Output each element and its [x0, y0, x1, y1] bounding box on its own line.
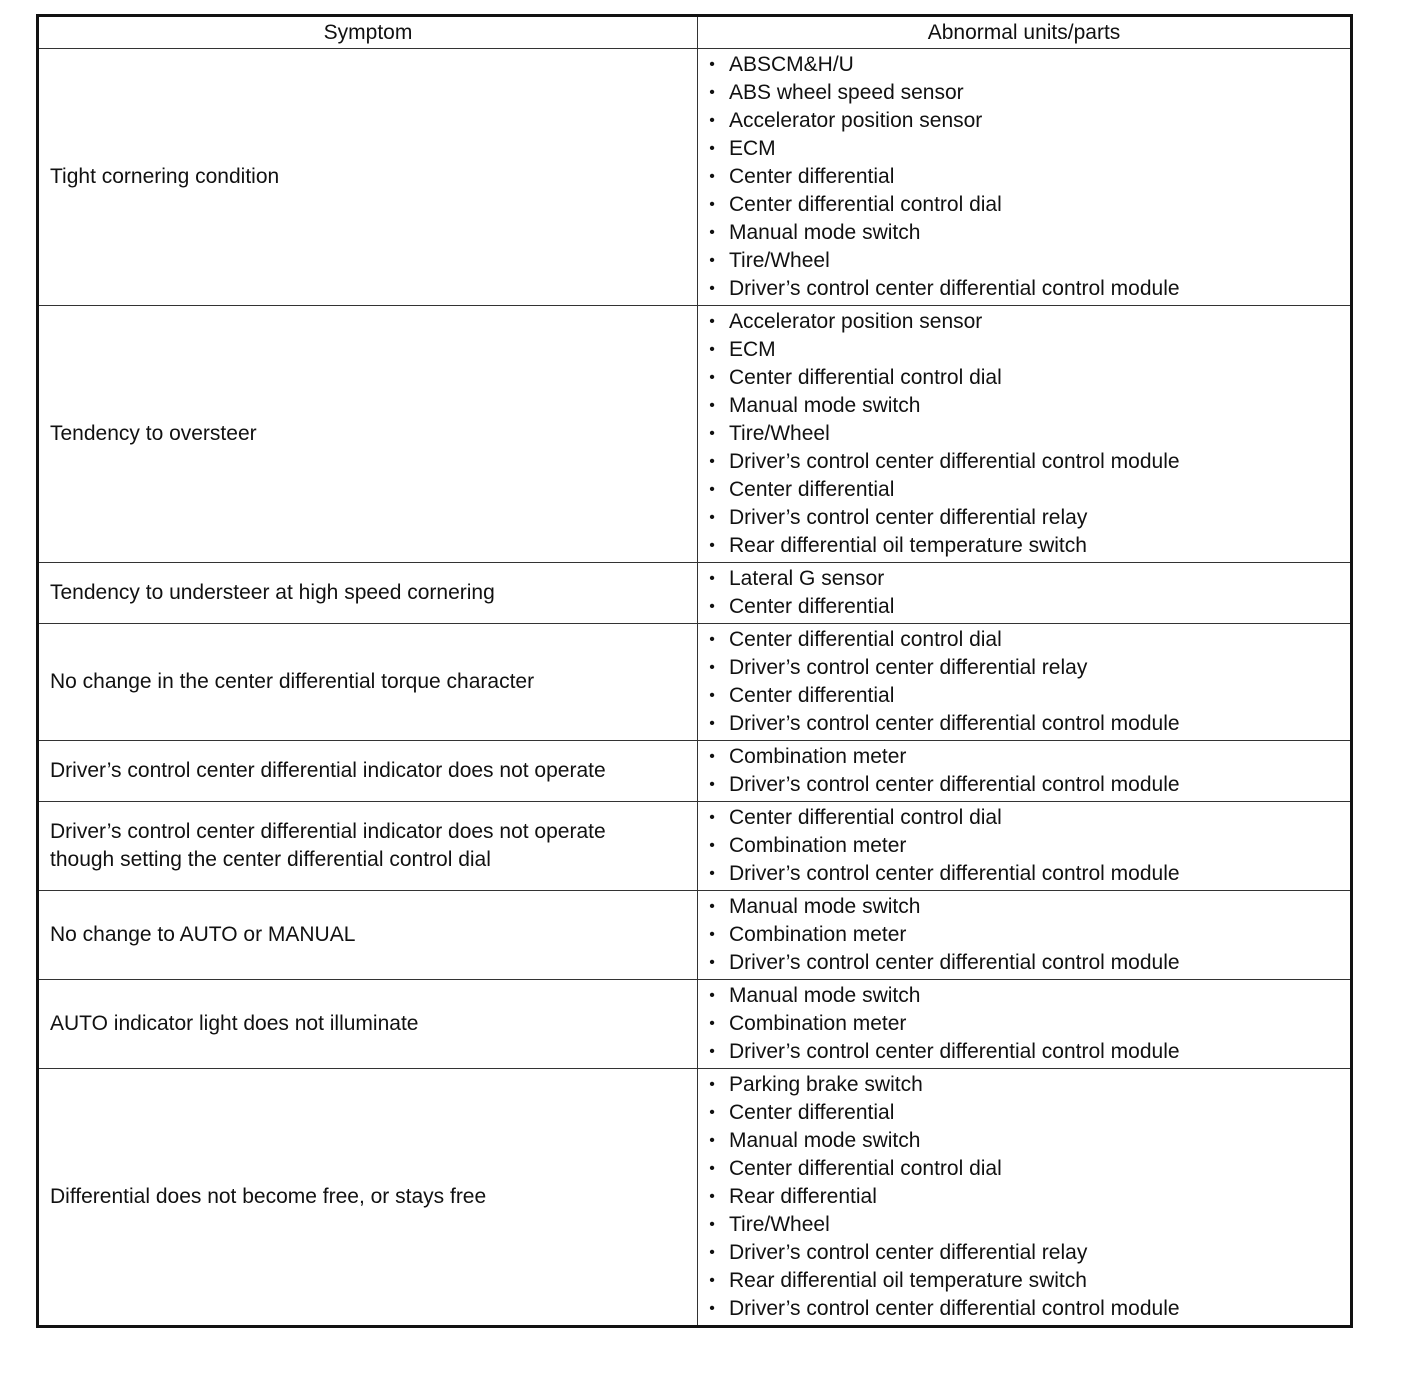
list-item [698, 275, 1350, 303]
bullet-icon: • [709, 837, 715, 854]
bullet-icon: • [709, 1244, 715, 1261]
symptom-cell [38, 741, 698, 802]
abnormal-parts-cell [698, 624, 1352, 741]
bullet-icon: • [709, 659, 715, 676]
parts-list [698, 743, 1350, 799]
part-label: Center differential [729, 1101, 895, 1124]
symptom-cell [38, 49, 698, 306]
list-item [698, 710, 1350, 738]
list-item [698, 107, 1350, 135]
list-item [698, 163, 1350, 191]
list-item [698, 682, 1350, 710]
table-row [38, 306, 1352, 563]
symptom-cell [38, 891, 698, 980]
symptom-cell [38, 624, 698, 741]
symptom-cell [38, 306, 698, 563]
part-label: Driver’s control center differential control module [729, 862, 1180, 885]
bullet-icon: • [709, 1043, 715, 1060]
symptom-table [36, 14, 1353, 1328]
list-item [698, 626, 1350, 654]
bullet-icon: • [709, 196, 715, 213]
part-label: Combination meter [729, 745, 907, 768]
table-row [38, 1069, 1352, 1327]
list-item [698, 308, 1350, 336]
bullet-icon: • [709, 1272, 715, 1289]
symptom-text: Differential does not become free, or stays free [50, 1185, 487, 1208]
part-label: Driver’s control center differential control module [729, 773, 1180, 796]
bullet-icon: • [709, 1076, 715, 1093]
bullet-icon: • [709, 84, 715, 101]
part-label: Driver’s control center differential control module [729, 1040, 1180, 1063]
bullet-icon: • [709, 987, 715, 1004]
part-label: ABSCM&H/U [729, 53, 854, 76]
table-row [38, 624, 1352, 741]
list-item [698, 79, 1350, 107]
bullet-icon: • [709, 252, 715, 269]
part-label: Center differential control dial [729, 628, 1002, 651]
bullet-icon: • [709, 313, 715, 330]
list-item [698, 893, 1350, 921]
abnormal-parts-cell [698, 563, 1352, 624]
part-label: Center differential control dial [729, 366, 1002, 389]
bullet-icon: • [709, 56, 715, 73]
bullet-icon: • [709, 598, 715, 615]
list-item [698, 654, 1350, 682]
part-label: Tire/Wheel [729, 249, 830, 272]
bullet-icon: • [709, 1216, 715, 1233]
parts-list [698, 565, 1350, 621]
list-item [698, 1071, 1350, 1099]
part-label: Rear differential oil temperature switch [729, 1269, 1087, 1292]
bullet-icon: • [709, 112, 715, 129]
part-label: Driver’s control center differential control module [729, 1297, 1180, 1320]
bullet-icon: • [709, 748, 715, 765]
part-label: Accelerator position sensor [729, 310, 983, 333]
part-label: Driver’s control center differential control module [729, 450, 1180, 473]
list-item [698, 804, 1350, 832]
list-item [698, 771, 1350, 799]
part-label: Combination meter [729, 1012, 907, 1035]
part-label: Combination meter [729, 923, 907, 946]
bullet-icon: • [709, 1104, 715, 1121]
header-abnormal-parts: Abnormal units/parts [698, 16, 1352, 49]
bullet-icon: • [709, 397, 715, 414]
list-item [698, 743, 1350, 771]
list-item [698, 1211, 1350, 1239]
part-label: Tire/Wheel [729, 422, 830, 445]
bullet-icon: • [709, 509, 715, 526]
part-label: Driver’s control center differential control module [729, 951, 1180, 974]
bullet-icon: • [709, 425, 715, 442]
part-label: Lateral G sensor [729, 567, 885, 590]
list-item [698, 420, 1350, 448]
parts-list [698, 804, 1350, 888]
list-item [698, 982, 1350, 1010]
list-item [698, 191, 1350, 219]
table-row [38, 802, 1352, 891]
symptom-text: Tight cornering condition [50, 165, 280, 188]
list-item [698, 1099, 1350, 1127]
table-row [38, 563, 1352, 624]
list-item [698, 336, 1350, 364]
list-item [698, 532, 1350, 560]
bullet-icon: • [709, 687, 715, 704]
part-label: Manual mode switch [729, 394, 921, 417]
part-label: Center differential [729, 165, 895, 188]
bullet-icon: • [709, 809, 715, 826]
bullet-icon: • [709, 1160, 715, 1177]
parts-list [698, 1071, 1350, 1323]
list-item [698, 135, 1350, 163]
part-label: Center differential [729, 595, 895, 618]
bullet-icon: • [709, 926, 715, 943]
table-row [38, 49, 1352, 306]
part-label: Center differential [729, 684, 895, 707]
bullet-icon: • [709, 776, 715, 793]
table-row [38, 741, 1352, 802]
list-item [698, 448, 1350, 476]
parts-list [698, 982, 1350, 1066]
part-label: Accelerator position sensor [729, 109, 983, 132]
bullet-icon: • [709, 865, 715, 882]
bullet-icon: • [709, 140, 715, 157]
bullet-icon: • [709, 1188, 715, 1205]
table-header-row [38, 16, 1352, 49]
parts-list [698, 51, 1350, 303]
part-label: Driver’s control center differential control module [729, 277, 1180, 300]
part-label: Driver’s control center differential relay [729, 656, 1088, 679]
abnormal-parts-cell [698, 741, 1352, 802]
part-label: Manual mode switch [729, 895, 921, 918]
symptom-cell [38, 1069, 698, 1327]
part-label: Combination meter [729, 834, 907, 857]
table-row [38, 980, 1352, 1069]
list-item [698, 921, 1350, 949]
part-label: Driver’s control center differential relay [729, 1241, 1088, 1264]
part-label: Tire/Wheel [729, 1213, 830, 1236]
part-label: ECM [729, 338, 776, 361]
bullet-icon: • [709, 224, 715, 241]
part-label: Manual mode switch [729, 221, 921, 244]
part-label: Center differential [729, 478, 895, 501]
symptom-text: Driver’s control center differential indicator does not operate though setting the center differential control dial [50, 820, 606, 871]
bullet-icon: • [709, 481, 715, 498]
symptom-text: Tendency to oversteer [50, 422, 257, 445]
bullet-icon: • [709, 280, 715, 297]
bullet-icon: • [709, 954, 715, 971]
part-label: Center differential control dial [729, 806, 1002, 829]
abnormal-parts-cell [698, 306, 1352, 563]
abnormal-parts-cell [698, 802, 1352, 891]
list-item [698, 476, 1350, 504]
list-item [698, 1155, 1350, 1183]
list-item [698, 219, 1350, 247]
parts-list [698, 893, 1350, 977]
part-label: Rear differential [729, 1185, 877, 1208]
list-item [698, 1183, 1350, 1211]
list-item [698, 504, 1350, 532]
list-item [698, 1038, 1350, 1066]
parts-list [698, 626, 1350, 738]
part-label: Rear differential oil temperature switch [729, 534, 1087, 557]
list-item [698, 1239, 1350, 1267]
list-item [698, 1295, 1350, 1323]
bullet-icon: • [709, 898, 715, 915]
bullet-icon: • [709, 1132, 715, 1149]
abnormal-parts-cell [698, 49, 1352, 306]
bullet-icon: • [709, 537, 715, 554]
table-row [38, 891, 1352, 980]
list-item [698, 593, 1350, 621]
bullet-icon: • [709, 168, 715, 185]
list-item [698, 1267, 1350, 1295]
part-label: ECM [729, 137, 776, 160]
part-label: Center differential control dial [729, 1157, 1002, 1180]
abnormal-parts-cell [698, 980, 1352, 1069]
bullet-icon: • [709, 1300, 715, 1317]
table-body [38, 49, 1352, 1327]
list-item [698, 832, 1350, 860]
symptom-cell [38, 802, 698, 891]
bullet-icon: • [709, 453, 715, 470]
symptom-cell [38, 980, 698, 1069]
symptom-text: AUTO indicator light does not illuminate [50, 1012, 419, 1035]
bullet-icon: • [709, 715, 715, 732]
list-item [698, 565, 1350, 593]
symptom-text: No change in the center differential torque character [50, 670, 535, 693]
bullet-icon: • [709, 631, 715, 648]
part-label: Parking brake switch [729, 1073, 923, 1096]
list-item [698, 51, 1350, 79]
list-item [698, 364, 1350, 392]
part-label: Driver’s control center differential relay [729, 506, 1088, 529]
symptom-cell [38, 563, 698, 624]
bullet-icon: • [709, 570, 715, 587]
list-item [698, 1010, 1350, 1038]
parts-list [698, 308, 1350, 560]
bullet-icon: • [709, 369, 715, 386]
part-label: Manual mode switch [729, 984, 921, 1007]
symptom-text: No change to AUTO or MANUAL [50, 923, 356, 946]
abnormal-parts-cell [698, 1069, 1352, 1327]
abnormal-parts-cell [698, 891, 1352, 980]
symptom-text: Driver’s control center differential indicator does not operate [50, 759, 606, 782]
part-label: Manual mode switch [729, 1129, 921, 1152]
list-item [698, 949, 1350, 977]
part-label: Driver’s control center differential control module [729, 712, 1180, 735]
symptom-text: Tendency to understeer at high speed cornering [50, 581, 495, 604]
part-label: ABS wheel speed sensor [729, 81, 964, 104]
list-item [698, 247, 1350, 275]
bullet-icon: • [709, 1015, 715, 1032]
part-label: Center differential control dial [729, 193, 1002, 216]
list-item [698, 392, 1350, 420]
list-item [698, 1127, 1350, 1155]
bullet-icon: • [709, 341, 715, 358]
header-symptom: Symptom [38, 16, 698, 49]
list-item [698, 860, 1350, 888]
